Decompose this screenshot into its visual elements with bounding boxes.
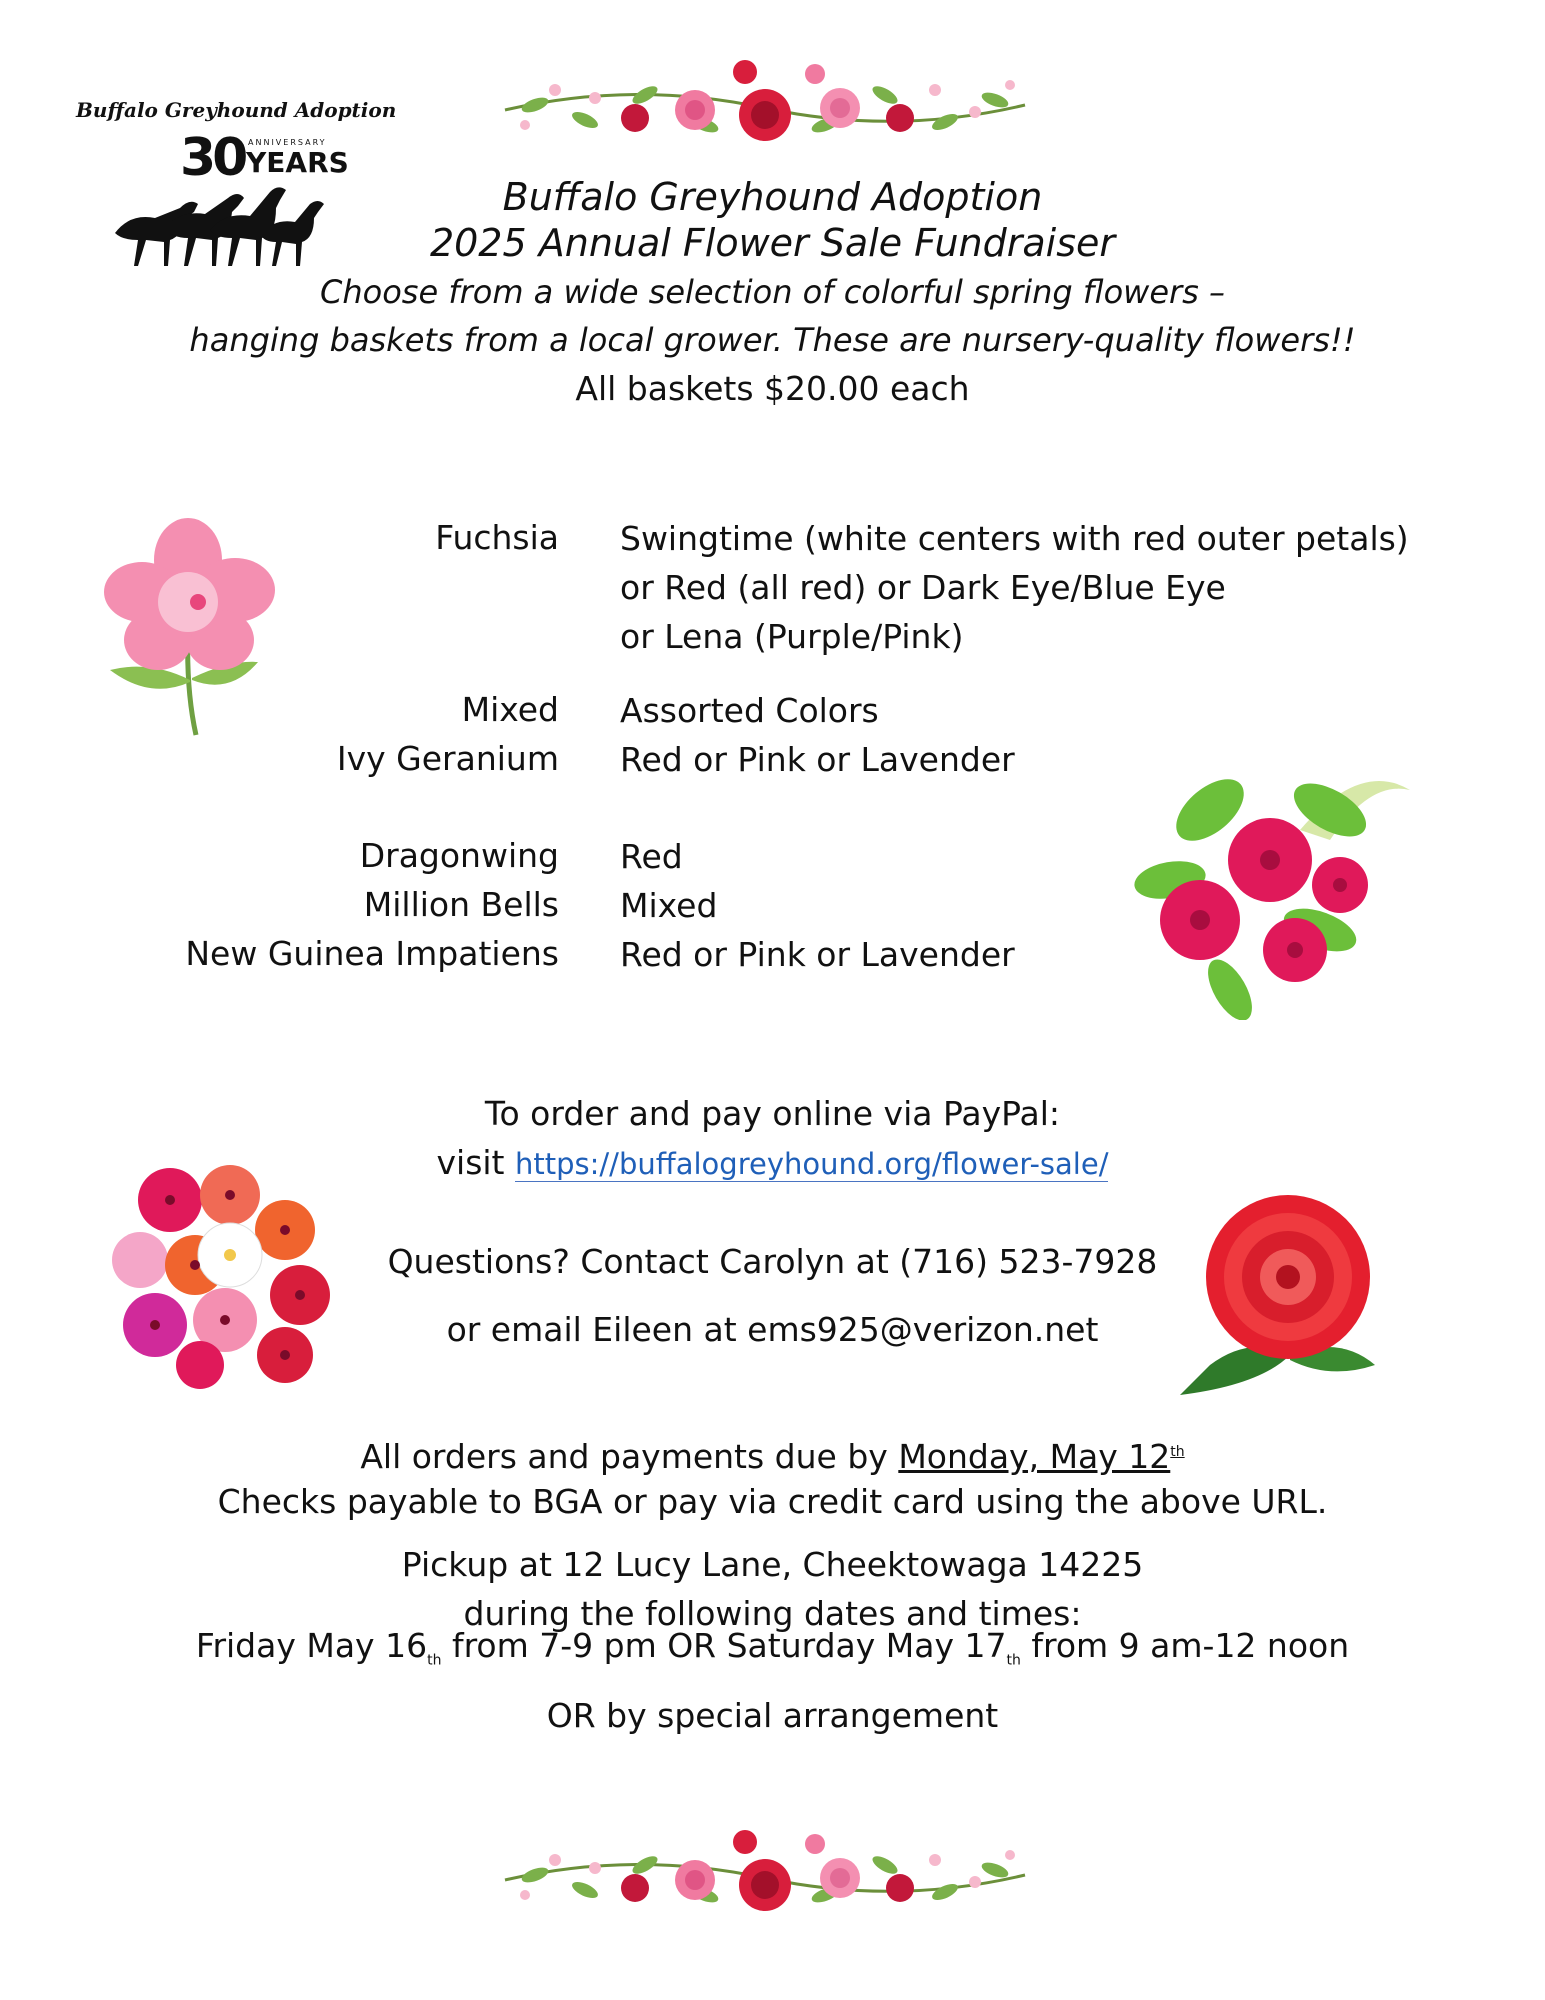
flower-desc-fuchsia-2: or Red (all red) or Dark Eye/Blue Eye [620,568,1226,607]
floral-border-top [495,50,1035,160]
deadline-line [0,1428,1545,1481]
pickup-address: Pickup at 12 Lucy Lane, Cheektowaga 14225 [401,1545,1144,1584]
checks-line: Checks payable to BGA or pay via credit card using the above URL. [217,1482,1328,1521]
deadline-date: Monday, May 12 [898,1437,1171,1476]
flower-name-dragonwing: Dragonwing [359,836,559,875]
flower-desc-new-guinea-impatiens: Red or Pink or Lavender [620,935,1015,974]
email-line: or email Eileen at ems925@verizon.net [446,1310,1099,1349]
flower-name-million-bells: Million Bells [363,885,559,924]
pickup-during: during the following dates and times: [463,1594,1082,1633]
flower-desc-fuchsia-3: or Lena (Purple/Pink) [620,617,964,656]
title-line-2: 2025 Annual Flower Sale Fundraiser [429,221,1116,265]
flower-desc-ivy-geranium: Red or Pink or Lavender [620,740,1015,779]
special-arrangement: OR by special arrangement [546,1696,999,1735]
flower-desc-dragonwing: Red [620,837,683,876]
order-line: To order and pay online via PayPal: [484,1094,1061,1133]
logo-years: YEARS [246,146,349,179]
intro-line-2: hanging baskets from a local grower. These are nursery-quality flowers!! [189,321,1356,359]
pickup-dates [0,1622,1545,1685]
deadline-prefix: All orders and payments due by [360,1437,888,1476]
flower-desc-mixed: Assorted Colors [620,691,879,730]
visit-label: visit [436,1143,505,1182]
flower-sale-link[interactable]: https://buffalogreyhound.org/flower-sale/ [515,1147,1109,1181]
title-line-1: Buffalo Greyhound Adoption [502,175,1043,219]
logo-anniversary: ANNIVERSARY [248,138,327,147]
floral-border-bottom [495,1820,1035,1930]
flower-name-mixed: Mixed [461,690,559,729]
flower-name-ivy-geranium: Ivy Geranium [336,739,559,778]
pickup-friday: Friday May 16 [195,1626,428,1665]
pink-flower-icon [100,510,280,740]
flower-name-fuchsia: Fuchsia [435,518,559,557]
logo-number: 30 [180,128,245,188]
deadline-date-suffix: th [1170,1444,1185,1460]
price-line: All baskets $20.00 each [575,369,970,408]
intro-line-1: Choose from a wide selection of colorful spring flowers – [320,273,1225,311]
pickup-friday-suffix: th [427,1652,442,1669]
logo-org-name: Buffalo Greyhound Adoption [76,98,397,122]
flower-name-new-guinea-impatiens: New Guinea Impatiens [185,934,559,973]
questions-line: Questions? Contact Carolyn at (716) 523-7928 [387,1242,1158,1281]
pickup-middle: from 7-9 pm OR Saturday May 17 [451,1626,1007,1665]
pickup-saturday-suffix: th [1006,1652,1021,1669]
flower-desc-fuchsia-1: Swingtime (white centers with red outer petals) [620,519,1409,558]
red-rose-icon [1170,1185,1400,1400]
pickup-end: from 9 am-12 noon [1031,1626,1350,1665]
flower-desc-million-bells: Mixed [620,886,718,925]
hibiscus-flowers-icon [1130,750,1420,1020]
